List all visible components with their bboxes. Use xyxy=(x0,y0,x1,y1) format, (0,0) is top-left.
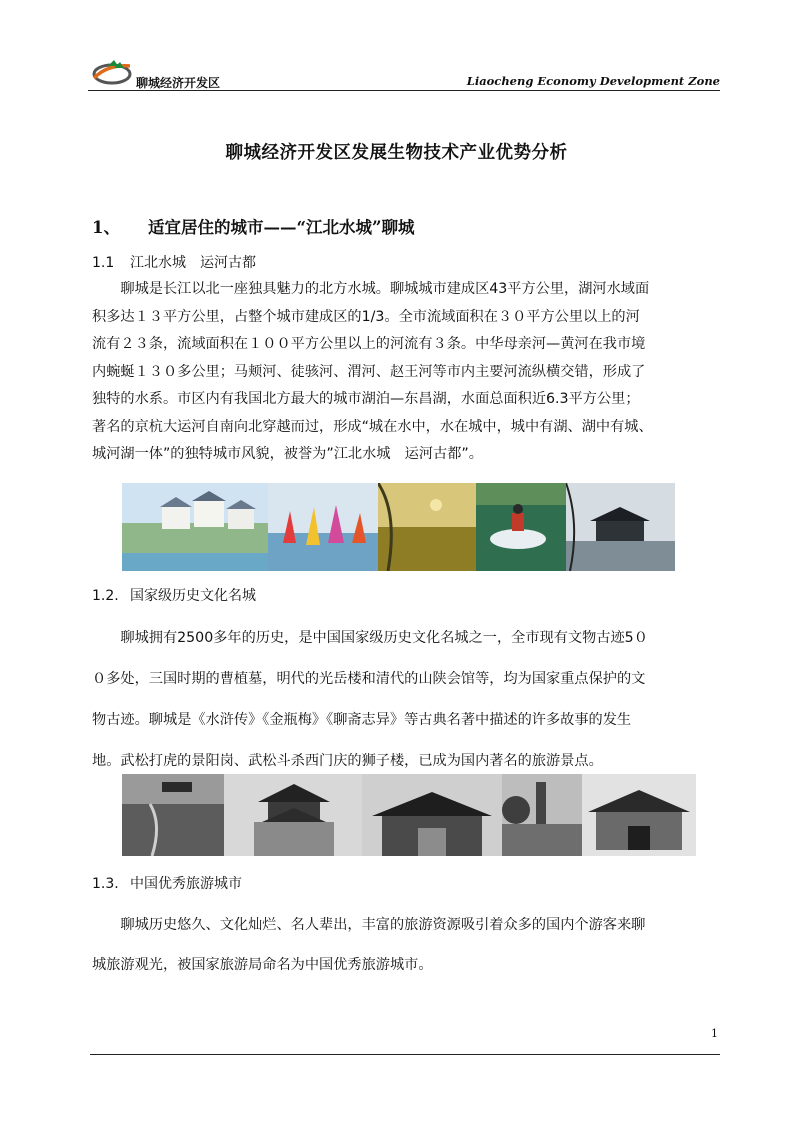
paragraph-line: 内蜿蜒１３０多公里；马颊河、徒骇河、渭河、赵王河等市内主要河流纵横交错，形成了 xyxy=(92,363,646,380)
header-brand: 聊城经济开发区 xyxy=(136,76,221,90)
photo-guangyue-tower xyxy=(224,774,362,856)
paragraph-1-1 xyxy=(92,276,722,469)
paragraph-line: 城旅游观光，被国家旅游局命名为中国优秀旅游城市。 xyxy=(92,957,433,973)
paragraph-line: 物古迹。聊城是《水浒传》《金瓶梅》《聊斋志异》等古典名著中描述的许多故事的发生 xyxy=(92,712,632,728)
header-english-title: Liaocheng Economy Development Zone xyxy=(466,74,720,88)
subsection-title: 国家级历史文化名城 xyxy=(130,588,256,604)
paragraph-line: 聊城拥有2500多年的历史，是中国国家级历史文化名城之一，全市现有文物古迹5０ xyxy=(92,630,648,646)
document-title: 聊城经济开发区发展生物技术产业优势分析 xyxy=(225,143,568,163)
photo-strip-water-city xyxy=(122,483,675,571)
section-1-title: 适宜居住的城市——“江北水城”聊城 xyxy=(148,218,415,237)
subsection-1-3-heading xyxy=(92,873,242,893)
header-divider xyxy=(88,90,720,91)
paragraph-line: 聊城历史悠久、文化灿烂、名人辈出，丰富的旅游资源吸引着众多的国内个游客来聊 xyxy=(92,917,646,933)
photo-jet-ski xyxy=(476,483,566,571)
page-number: 1 xyxy=(711,1027,718,1040)
subsection-number: 1.1 xyxy=(92,255,115,271)
logo-icon xyxy=(88,56,136,90)
paragraph-line: 著名的京杭大运河自南向北穿越而过，形成“城在水中，水在城中，城中有湖、湖中有城、 xyxy=(92,418,653,435)
subsection-number: 1.2. xyxy=(92,588,119,604)
paragraph-line: 聊城是长江以北一座独具魅力的北方水城。聊城城市建成区43平方公里，湖河水域面 xyxy=(92,281,650,297)
section-1-number: 1、 xyxy=(92,218,120,237)
paragraph-line: 独特的水系。市区内有我国北方最大的城市湖泊—东昌湖，水面总面积近6.3平方公里； xyxy=(92,391,640,407)
photo-shanshan-guild-hall xyxy=(362,774,502,856)
paragraph-line: ０多处，三国时期的曹植墓，明代的光岳楼和清代的山陕会馆等，均为国家重点保护的文 xyxy=(92,671,646,687)
photo-lake-sunset xyxy=(378,483,476,571)
paragraph-line: 积多达１３平方公里，占整个城市建成区的1/3。全市流域面积在３０平方公里以上的河 xyxy=(92,308,640,325)
paragraph-line: 地。武松打虎的景阳岗、武松斗杀西门庆的狮子楼，已成为国内著名的旅游景点。 xyxy=(92,753,603,769)
photo-strip-historic-sites xyxy=(122,774,696,856)
photo-windsurfing xyxy=(268,483,378,571)
paragraph-line: 流有２３条，流域面积在１００平方公里以上的河流有３条。中华母亲河—黄河在我市境 xyxy=(92,336,646,352)
photo-lakeside-pavilion xyxy=(566,483,675,571)
paragraph-1-3 xyxy=(92,905,722,985)
subsection-1-2-heading xyxy=(92,585,256,605)
section-1-heading xyxy=(92,214,414,238)
photo-hill-pavilion xyxy=(122,774,224,856)
photo-riverside-villas xyxy=(122,483,268,571)
footer-divider xyxy=(90,1054,720,1055)
subsection-title: 中国优秀旅游城市 xyxy=(130,876,242,892)
paragraph-line: 城河湖一体”的独特城市风貌，被誉为”江北水城 运河古都”。 xyxy=(92,446,483,462)
subsection-number: 1.3. xyxy=(92,876,119,892)
page-header xyxy=(88,56,720,92)
paragraph-1-2 xyxy=(92,618,722,782)
subsection-1-1-heading xyxy=(92,252,256,272)
photo-temple-courtyard xyxy=(582,774,696,856)
photo-pagoda-pond xyxy=(502,774,582,856)
subsection-title: 江北水城 运河古都 xyxy=(130,255,256,271)
